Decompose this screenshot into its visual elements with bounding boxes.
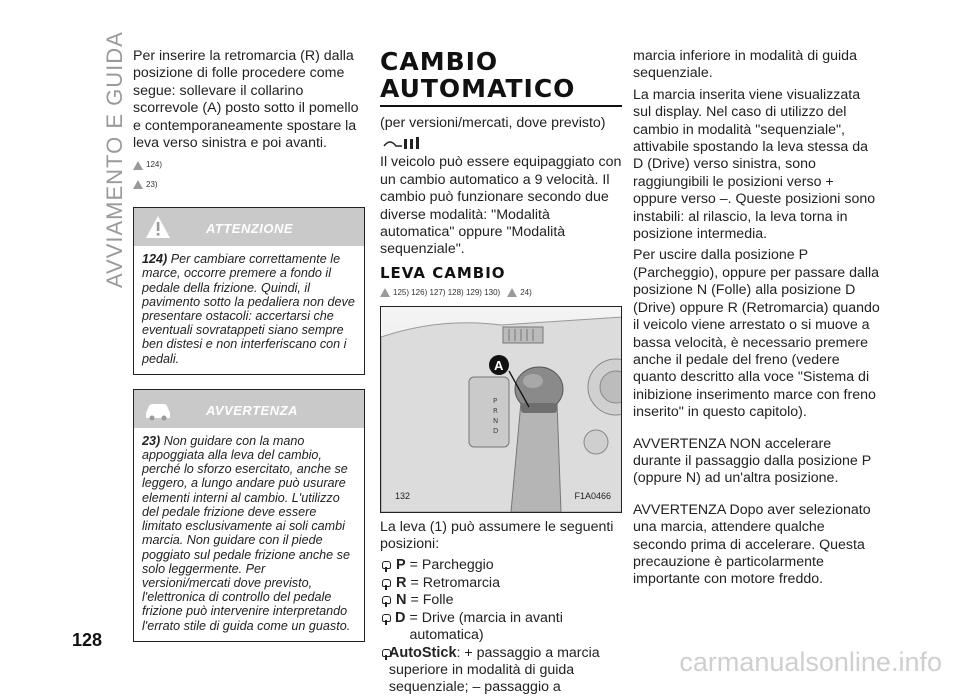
reverse-gear-paragraph: Per inserire la retromarcia (R) dalla posizione di folle procedere come segue: sollevare il collarino scorrevole (A) posto sotto il pomello e contemporaneamente spostare la leva verso sinistra e poi avanti. [133,48,359,152]
heading-rule [380,105,622,107]
figure-callout-a: A [494,357,504,373]
attention-title: ATTENZIONE [206,221,294,237]
caution-car-icon [507,288,517,297]
intro-paragraph: Il veicolo può essere equipaggiato con un cambio automatico a 9 velocità. Il cambio può funzionare secondo due diverse modalità: "Modalità automatica" oppure "Modalità sequenziale". [380,154,622,258]
page-number: 128 [72,630,103,650]
paragraph-5: AVVERTENZA Dopo aver selezionato una marcia, attendere qualche secondo prima di accelerare. Questa precauzione è particolarmente importante con motore freddo. [633,501,871,588]
svg-text:R: R [493,406,498,415]
warning-box [133,389,365,642]
gear-item-p: P = Parcheggio [380,557,622,574]
warning-body: 23) Non guidare con la mano appoggiata alla leva del cambio, perché lo sforzo esercitato, anche se leggero, a lungo andare può usurare elementi interni al cambio. L'utilizzo del pedale frizione deve essere limitato esclusivamente ai soli cambi marcia. Non guidare con il piede poggiato sul pedale frizione anche se solo leggermente. Per versioni/mercati dove previsto, l'elettronica di controllo del pedale frizione può intervenire interpretando l'errato stile di guida come un guasto. [142,433,351,633]
gear-lever-figure [380,306,622,513]
chapter-side-title: AVVIAMENTO E GUIDA [102,31,127,288]
svg-text:D: D [493,426,499,435]
figure-number: 132 [395,491,411,502]
warning-triangle-icon [380,288,390,297]
ref-124: 124) [133,156,365,173]
attention-body: 124) Per cambiare correttamente le marce, occorre premere a fondo il pedale della frizione. Quindi, il pavimento sotto la pedaliera non deve presentare ostacoli: accertarsi che eventuali sovratappeti siano sempre ben distesi e non interferiscano con i pedali. [142,252,355,366]
gearbox-version-icon [382,136,426,152]
gear-item-n: N = Folle [380,592,622,609]
lever-icon [380,579,392,589]
positions-intro: La leva (1) può assumere le seguenti posizioni: [380,518,614,553]
column-left [133,48,365,642]
gear-positions-list [380,557,622,696]
paragraph-2: La marcia inserita viene visualizzata sul display. Nel caso di utilizzo del cambio in modalità "sequenziale", attivabile spostando la leva stessa da D (Drive) verso sinistra, sono raggiungibili le posizioni verso + oppure verso –. Queste posizioni sono instabili: al rilascio, la leva torna in posizione intermedia. [633,86,876,243]
lever-refs: 125) 126) 127) 128) 129) 130) 24) [380,284,622,301]
gear-item-d: D = Drive (marcia in avanti automatica) [380,610,622,645]
paragraph-4: AVVERTENZA NON accelerare durante il passaggio dalla posizione P (oppure N) ad un'altra posizione. [633,435,871,487]
section-heading: CAMBIO AUTOMATICO [380,47,576,103]
subsection-heading: LEVA CAMBIO [380,263,506,282]
svg-text:P: P [493,396,498,405]
svg-text:N: N [493,416,499,425]
lever-icon [380,596,392,606]
warning-triangle-icon [145,215,171,239]
gear-lever-illustration [381,307,622,512]
column-middle [380,48,622,697]
availability-note: (per versioni/mercati, dove previsto) [380,115,606,131]
attention-header [134,208,364,246]
attention-box [133,207,365,375]
watermark: carmanualsonline.info [679,647,942,677]
column-right [633,48,881,593]
gear-item-autostick: AutoStick: + passaggio a marcia superiore in modalità di guida sequenziale; – passaggio a [380,645,622,697]
figure-code: F1A0466 [574,491,611,502]
lever-icon [380,649,385,659]
lever-icon [380,614,391,624]
paragraph-3: Per uscire dalla posizione P (Parcheggio), oppure per passare dalla posizione N (Folle) alla posizione D (Drive) oppure R (Retromarcia) quando il veicolo viene arrestato o si muove a bassa velocità, è necessario premere anche il pedale del freno (vedere quanto descritto alla voce "Sistema di inibizione inserimento marce con freno inserito" in questo capitolo). [633,247,880,421]
warning-title: AVVERTENZA [206,402,298,418]
caution-car-icon [143,397,173,421]
warning-triangle-icon [133,161,143,170]
gear-item-r: R = Retromarcia [380,575,622,592]
ref-23: 23) [133,176,365,193]
caution-car-icon [133,180,143,189]
lever-icon [380,561,392,571]
paragraph-1: marcia inferiore in modalità di guida sequenziale. [633,48,857,82]
warning-header [134,390,364,428]
